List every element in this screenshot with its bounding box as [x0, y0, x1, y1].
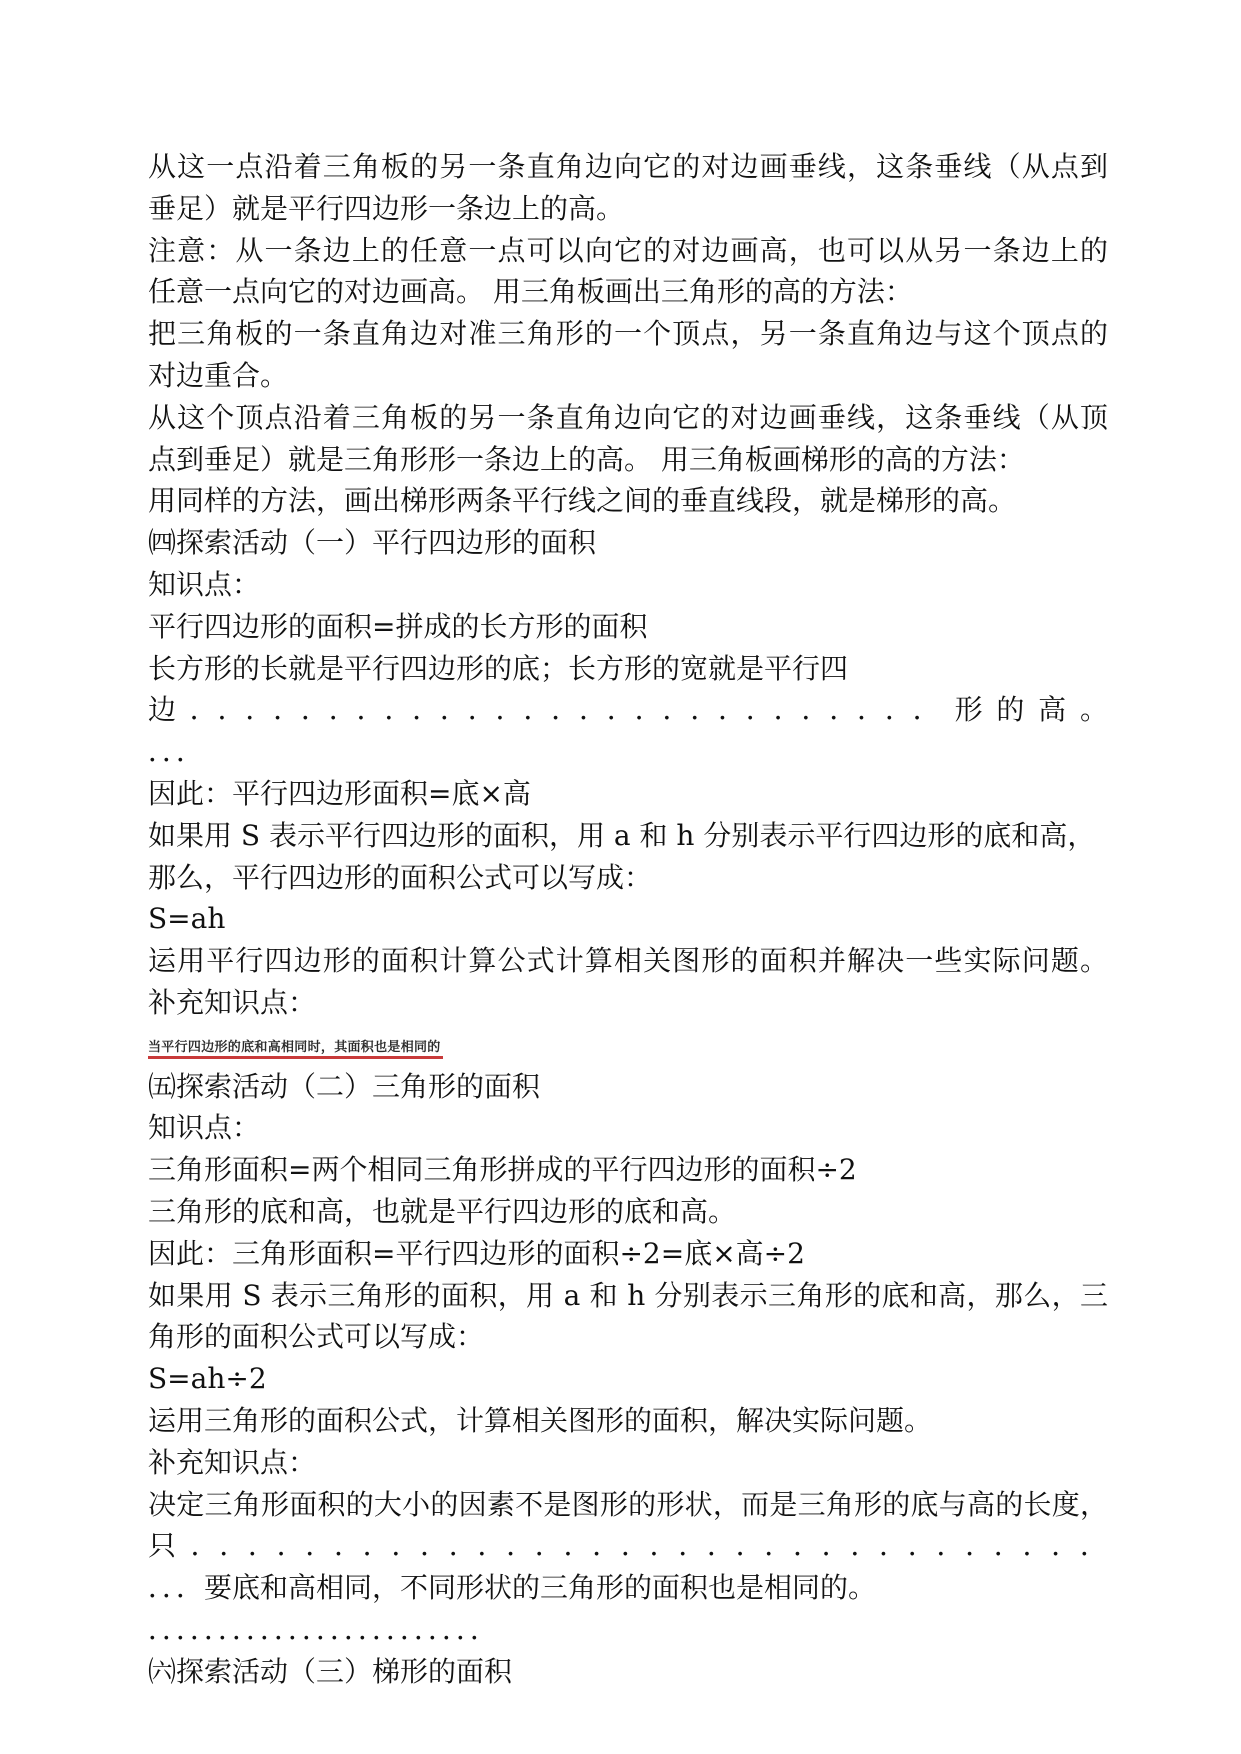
formula-line: S=ah÷2	[148, 1362, 267, 1396]
text-line: 运用平行四边形的面积计算公式计算相关图形的面积并解决一些实际问题。	[148, 944, 1108, 978]
text-line: 长方形的长就是平行四边形的底；长方形的宽就是平行四	[148, 651, 849, 685]
text-line: 补充知识点：	[148, 985, 317, 1019]
text-line: 角形的面积公式可以写成：	[148, 1320, 485, 1354]
text-line: 知识点：	[148, 1111, 261, 1145]
text-line: 运用三角形的面积公式，计算相关图形的面积，解决实际问题。	[148, 1403, 933, 1437]
dotted-text-line: ．．．要底和高相同，不同形状的三角形的面积也是相同的。	[148, 1571, 877, 1605]
highlighted-note: 当平行四边形的底和高相同时，其面积也是相同的	[148, 1036, 443, 1059]
section-heading-5: ㈤探索活动（二）三角形的面积	[148, 1069, 541, 1103]
text-line: 从这个顶点沿着三角板的另一条直角边向它的对边画垂线，这条垂线（从顶	[148, 400, 1108, 434]
text-line: 从这一点沿着三角板的另一条直角边向它的对边画垂线，这条垂线（从点到	[148, 150, 1108, 183]
text-line: 决定三角形面积的大小的因素不是图形的形状，而是三角形的底与高的长度，	[148, 1487, 1108, 1521]
dotted-text-line: ．．．	[148, 735, 205, 769]
text-line: 因此：三角形面积=平行四边形的面积÷2=底×高÷2	[148, 1236, 805, 1270]
dotted-text-line: ．．．．．．．．．．．．．．．．．．．．．．．．	[148, 1612, 499, 1646]
text-line: 平行四边形的面积=拼成的长方形的面积	[148, 609, 648, 643]
text-line: 三角形的底和高，也就是平行四边形的底和高。	[148, 1194, 737, 1228]
text-line: 任意一点向它的对边画高。 用三角板画出三角形的高的方法：	[148, 275, 913, 309]
text-line: 如果用 S 表示三角形的面积，用 a 和 h 分别表示三角形的底和高，那么，三	[148, 1278, 1108, 1312]
text-line: 用同样的方法，画出梯形两条平行线之间的垂直线段，就是梯形的高。	[148, 484, 1017, 518]
text-line: 垂足）就是平行四边形一条边上的高。	[148, 191, 625, 225]
section-heading-4: ㈣探索活动（一）平行四边形的面积	[148, 526, 597, 560]
text-line: 因此：平行四边形面积=底×高	[148, 776, 531, 810]
formula-line: S=ah	[148, 902, 226, 936]
text-line: 那么，平行四边形的面积公式可以写成：	[148, 860, 653, 894]
text-line: 补充知识点：	[148, 1445, 317, 1479]
dotted-text-line: 边．．．．．．．．．．．．．．．．．．．．．．．．．．．形的高。	[148, 693, 1108, 727]
text-line: 注意：从一条边上的任意一点可以向它的对边画高，也可以从另一条边上的	[148, 233, 1108, 267]
document-page	[148, 146, 1108, 1692]
text-line: 如果用 S 表示平行四边形的面积，用 a 和 h 分别表示平行四边形的底和高，	[148, 818, 1096, 852]
text-line: 三角形面积=两个相同三角形拼成的平行四边形的面积÷2	[148, 1153, 857, 1187]
text-line: 对边重合。	[148, 358, 289, 392]
section-heading-6: ㈥探索活动（三）梯形的面积	[148, 1654, 513, 1688]
dotted-text-line: 只．．．．．．．．．．．．．．．．．．．．．．．．．．．．．．．．	[148, 1529, 1108, 1563]
text-line: 把三角板的一条直角边对准三角形的一个顶点，另一条直角边与这个顶点的	[148, 317, 1108, 351]
highlighted-note-row	[148, 1024, 1108, 1066]
text-line: 点到垂足）就是三角形形一条边上的高。 用三角板画梯形的高的方法：	[148, 442, 1025, 476]
text-line: 知识点：	[148, 567, 261, 601]
